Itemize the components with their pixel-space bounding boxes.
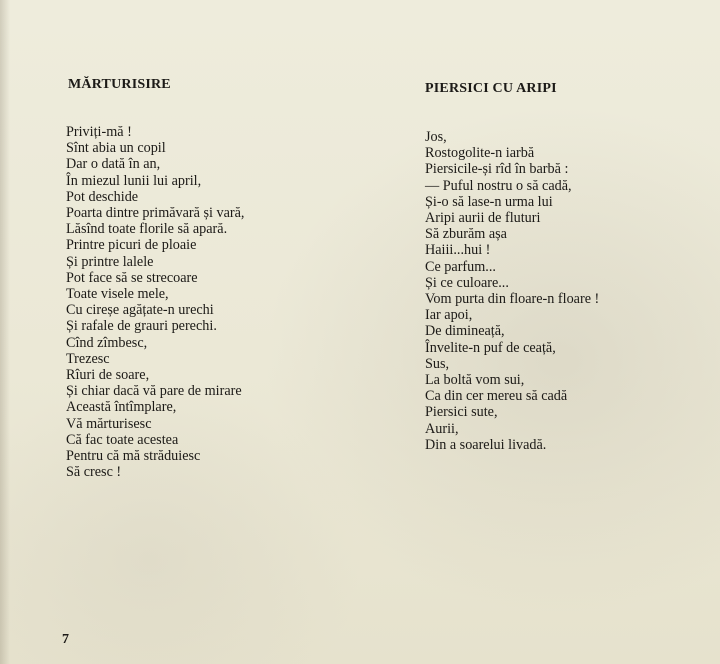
poem-line: Să cresc ! [66,464,122,481]
poem-line: Aurii, [425,420,459,437]
poem-line: Cînd zîmbesc, [66,334,148,351]
poem-line: Printre picuri de ploaie [66,237,197,254]
poem-line: Pentru că mă străduiesc [66,448,201,465]
poem-line: Haiii...hui ! [425,242,491,259]
poem-line: Iar apoi, [425,307,473,324]
poem-line: În miezul lunii lui april, [66,172,202,189]
poem-line: Învelite-n puf de ceață, [425,339,556,356]
poem-line: Rostogolite-n iarbă [425,145,535,162]
poem-line: Vă mărturisesc [66,415,152,432]
poem-title-marturisire: MĂRTURISIRE [68,77,171,92]
poem-line: Această întîmplare, [66,399,177,416]
poem-line: Trezesc [66,350,110,367]
page-number: 7 [62,632,69,647]
poem-title-piersici-cu-aripi: PIERSICI CU ARIPI [425,81,557,96]
poem-line: Că fac toate acestea [66,431,179,448]
poem-line: Piersicile-și rîd în barbă : [425,161,569,178]
poem-line: Rîuri de soare, [66,367,150,384]
poem-line: Piersici sute, [425,404,498,421]
poem-body-piersici-cu-aripi [425,129,705,453]
poem-line: Ca din cer mereu să cadă [425,388,568,405]
poem-line: Să zburăm așa [425,226,507,243]
poem-line: Aripi aurii de fluturi [425,210,541,227]
poem-line: Jos, [425,129,447,145]
poem-line: Ce parfum... [425,258,496,275]
poem-line: Toate visele mele, [66,286,169,303]
poem-line: Dar o dată în an, [66,156,161,173]
poem-line: Cu cireșe agățate-n urechi [66,302,214,319]
poem-line: Și ce culoare... [425,274,509,291]
poem-line: Pot face să se strecoare [66,269,198,286]
poem-line: Poarta dintre primăvară și vară, [66,205,245,222]
poem-line: Sus, [425,355,450,372]
poem-body-marturisire [66,124,396,480]
poem-line: De dimineață, [425,323,505,340]
page-spine-shadow [0,0,10,664]
poem-line: Din a soarelui livadă. [425,436,547,453]
poem-line: La boltă vom sui, [425,372,525,389]
poem-line: Lăsînd toate florile să apară. [66,221,228,238]
poem-line: Și-o să lase-n urma lui [425,193,553,210]
poem-line: Sînt abia un copil [66,140,166,157]
poem-line: Vom purta din floare-n floare ! [425,291,600,308]
poem-line: Priviți-mă ! [66,124,132,140]
poem-line: Și printre lalele [66,253,154,270]
poem-line: — Puful nostru o să cadă, [425,177,572,194]
poem-line: Și chiar dacă vă pare de mirare [66,383,242,400]
poem-line: Și rafale de grauri perechi. [66,318,217,335]
poem-line: Pot deschide [66,188,139,205]
